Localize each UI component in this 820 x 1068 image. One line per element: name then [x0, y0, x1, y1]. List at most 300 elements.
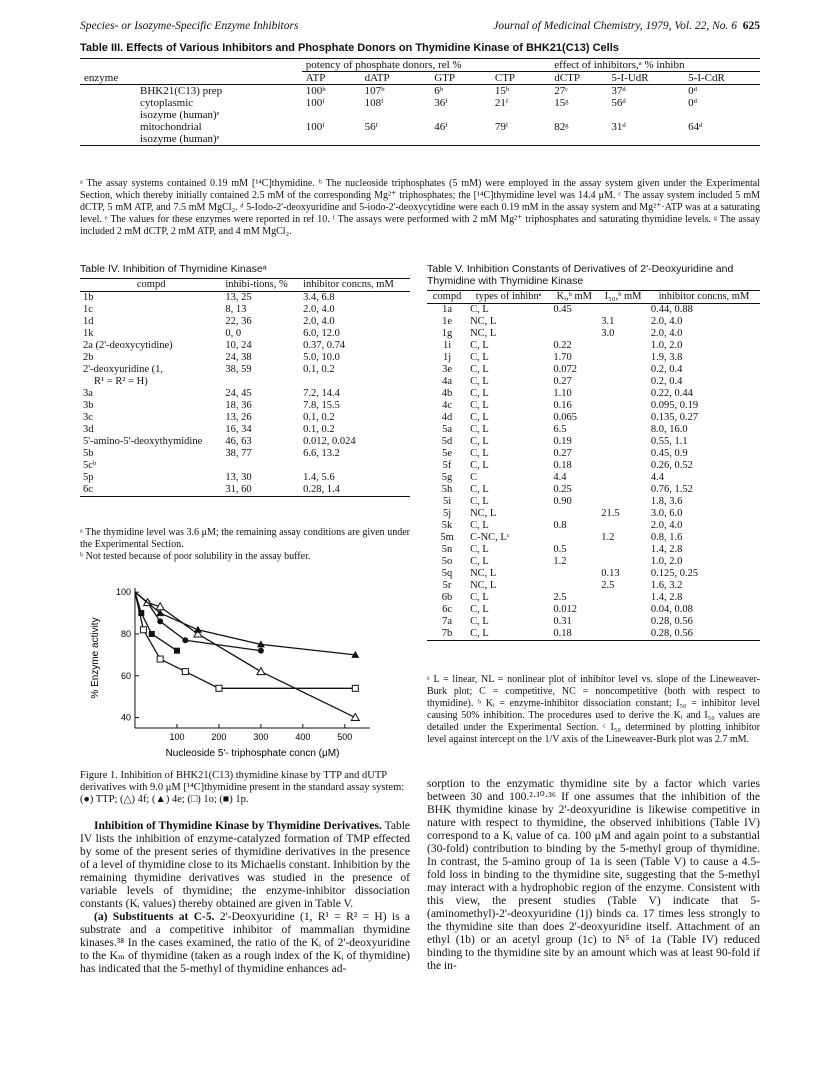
table3-cell: 15ᵇ	[494, 85, 510, 97]
table5-cell: 0.18	[553, 628, 572, 639]
table-row	[427, 448, 760, 460]
table5-cell: 1.8, 3.6	[650, 496, 683, 507]
table5-cell: 5q	[441, 568, 453, 579]
table-row	[80, 376, 410, 388]
table5-cell: 0.04, 0.08	[650, 604, 693, 615]
table5-cell	[598, 340, 648, 352]
table-row	[80, 460, 410, 472]
table5-cell	[598, 520, 648, 532]
table5-cell: 0.072	[553, 364, 577, 375]
table5-cell: 4.4	[650, 472, 665, 483]
table5-col-header: I₅₀,ᵇ mM	[604, 291, 642, 302]
table-row	[80, 484, 410, 497]
table-row	[80, 436, 410, 448]
table5-cell	[550, 508, 598, 520]
table5-cell: 5k	[441, 520, 453, 531]
table-row	[80, 97, 760, 109]
table-row	[427, 400, 760, 412]
table-row	[427, 616, 760, 628]
table4-caption: Table IV. Inhibition of Thymidine Kinaseᵃ	[80, 263, 267, 275]
table5	[427, 290, 760, 641]
paragraph-1: Table IV lists the inhibition of enzyme-catalyzed formation of TMP effected by some of the present series of thymidine derivatives in the presence of a level of thymidine close to its Michaelis constant. Inhibition by the remaining thymidine derivatives was studied in the presence of variable levels of thymidine; the enzyme-inhibitor dissociation constants (Kᵢ values) thereby obtained are given in Table V.	[80, 820, 411, 910]
data-point-4e	[194, 626, 202, 633]
table5-cell: 5r	[442, 580, 452, 591]
table5-col-header: compd	[432, 291, 462, 302]
table5-cell: 0.45, 0.9	[650, 448, 688, 459]
table-row	[427, 304, 760, 317]
table3-cell: 56ᵈ	[611, 97, 626, 109]
table3-cell: 108ᶠ	[364, 97, 384, 109]
left-body-text	[80, 820, 410, 976]
table3-cell: 21ᶠ	[494, 97, 509, 109]
table3-cell: 100ᵇ	[305, 85, 326, 97]
table5-cell	[598, 628, 648, 641]
table-row	[427, 508, 760, 520]
table4-cell: 7.2, 14.4	[303, 388, 340, 399]
table5-cell: 21.5	[601, 508, 620, 519]
table5-cell: C, L	[470, 352, 489, 363]
table5-cell: 0.5	[553, 544, 567, 555]
table3-col-header: ATP	[305, 72, 326, 84]
table4-cell: 24, 38	[225, 352, 252, 363]
table5-cell: 0.8, 1.6	[650, 532, 683, 543]
table3-cell: 100ᶠ	[305, 97, 325, 109]
table-row	[427, 544, 760, 556]
data-point-1o	[157, 656, 163, 662]
data-point-TTP	[157, 618, 163, 624]
table5-cell: 5n	[441, 544, 453, 555]
table5-cell: 5a	[442, 424, 452, 435]
table-row	[80, 292, 410, 305]
table5-cell: NC, L	[470, 328, 497, 339]
table5-cell: C, L	[470, 484, 489, 495]
table-row	[80, 316, 410, 328]
table5-cell: 0.28, 0.56	[650, 628, 693, 639]
table5-cell: C-NC, Lᶜ	[470, 532, 510, 543]
table5-cell: 0.28, 0.56	[650, 616, 693, 627]
table5-cell: 0.065	[553, 412, 577, 423]
table5-cell: 1.6, 3.2	[650, 580, 683, 591]
table5-cell: 5j	[442, 508, 452, 519]
table4-cell: 16, 34	[225, 424, 252, 435]
table-row	[80, 388, 410, 400]
table5-cell	[598, 388, 648, 400]
table5-cell	[598, 424, 648, 436]
table5-cell: C	[470, 472, 478, 483]
table5-cell: 5f	[442, 460, 452, 471]
table4-cell: 2'-deoxyuridine (1,	[83, 364, 164, 375]
table5-cell: 7a	[442, 616, 452, 627]
table-row	[427, 628, 760, 641]
journal-citation: Journal of Medicinal Chemistry, 1979, Vol. 22, No. 6	[493, 20, 737, 32]
table5-cell: 0.22, 0.44	[650, 388, 693, 399]
table4-cell: 18, 36	[225, 400, 252, 411]
table4-cell: 7.8, 15.5	[303, 400, 340, 411]
table5-cell: 1i	[442, 340, 452, 351]
table5-cell: 0.16	[553, 400, 572, 411]
table3-cell: 56ᶠ	[364, 121, 378, 133]
table5-cell: 0.31	[553, 616, 572, 627]
table3-cell: 31ᵈ	[611, 121, 626, 133]
table3-cell: isozyme (human)ᵉ	[140, 133, 220, 145]
table-row	[427, 412, 760, 424]
table5-cell	[550, 568, 598, 580]
table5-cell: NC, L	[470, 568, 497, 579]
table4-cell: 13, 26	[225, 412, 252, 423]
table4-cell: 0.37, 0.74	[303, 340, 346, 351]
table-row	[80, 328, 410, 340]
table5-cell	[550, 316, 598, 328]
data-point-1o	[216, 685, 222, 691]
table4-cell: 5b	[83, 448, 94, 459]
table3-col-header: enzyme	[84, 71, 119, 84]
table3-cell: 79ᶠ	[494, 121, 509, 133]
table4-cell: 6c	[83, 484, 93, 495]
table4-cell: 1.4, 5.6	[303, 472, 335, 483]
table-row	[427, 376, 760, 388]
table5-col-header: inhibitor concns, mM	[658, 291, 750, 302]
table5-cell: 3e	[442, 364, 452, 375]
table4-cell: 6.6, 13.2	[303, 448, 340, 459]
table5-cell: 3.1	[601, 316, 615, 327]
table3-cell: isozyme (human)ᵉ	[140, 109, 220, 121]
table5-cell: 5g	[441, 472, 453, 483]
table5-cell: 5i	[442, 496, 452, 507]
table5-cell: C, L	[470, 628, 489, 639]
table5-cell: 0.125, 0.25	[650, 568, 699, 579]
table3-cell	[302, 109, 361, 121]
table5-cell: 4a	[442, 376, 452, 387]
table5-cell	[598, 484, 648, 496]
table5-caption: Table V. Inhibition Constants of Derivatives of 2'-Deoxyuridine and Thymidine with Thymidine Kinase	[427, 263, 734, 287]
table-row	[80, 85, 760, 98]
table3	[80, 58, 760, 146]
table4-cell	[300, 376, 410, 388]
table5-cell	[598, 472, 648, 484]
table4-cell: 0.1, 0.2	[303, 424, 335, 435]
table-row	[80, 400, 410, 412]
table-row	[80, 304, 410, 316]
table5-col-header: types of inhibnᵃ	[475, 291, 542, 302]
table4-cell: 8, 13	[225, 304, 247, 315]
table5-cell: 5d	[441, 436, 453, 447]
series-line-TTP	[135, 592, 261, 651]
table5-cell: 5m	[440, 532, 454, 543]
table5-cell	[598, 400, 648, 412]
table5-cell: C, L	[470, 412, 489, 423]
table-row	[427, 316, 760, 328]
table5-cell: 4d	[441, 412, 453, 423]
table5-cell: C, L	[470, 340, 489, 351]
y-axis-label: % Enzyme activity	[90, 617, 101, 699]
table3-col-header: 5-I-CdR	[688, 72, 725, 84]
table-row	[427, 532, 760, 544]
table5-cell: 1.70	[553, 352, 572, 363]
table-row	[427, 388, 760, 400]
table-row	[427, 604, 760, 616]
table-row	[427, 424, 760, 436]
table5-cell: 0.44, 0.88	[650, 304, 693, 315]
section-heading: Inhibition of Thymidine Kinase by Thymidine Derivatives.	[94, 820, 382, 832]
table3-cell: 6ᵇ	[434, 85, 444, 97]
table5-cell: 0.25	[553, 484, 572, 495]
table3-cell: 37ᵈ	[611, 85, 626, 97]
subsection-heading: (a) Substituents at C-5.	[94, 911, 215, 923]
table3-col-header: GTP	[434, 72, 455, 84]
table4-cell: 2.0, 4.0	[303, 316, 335, 327]
table5-cell: 5h	[441, 484, 453, 495]
table3-cell	[491, 133, 550, 146]
table-row	[427, 568, 760, 580]
table3-cell: 64ᵈ	[688, 121, 703, 133]
table5-cell	[598, 544, 648, 556]
table-row	[427, 328, 760, 340]
table3-col-header: dATP	[364, 72, 390, 84]
table-row	[80, 340, 410, 352]
table5-cell: 4b	[441, 388, 453, 399]
table4-cell: 13, 25	[225, 292, 252, 303]
table5-cell: 4.4	[553, 472, 567, 483]
table3-cell	[550, 109, 607, 121]
table3-cell: cytoplasmic	[140, 97, 194, 109]
table5-cell: 3.0, 6.0	[650, 508, 683, 519]
table4-cell: 3.4, 6.8	[303, 292, 335, 303]
table4-cell: 24, 45	[225, 388, 252, 399]
data-point-4f	[257, 668, 265, 675]
table-row	[427, 352, 760, 364]
table5-cell: NC, L	[470, 316, 497, 327]
table3-col-header: CTP	[494, 72, 516, 84]
table5-cell: 0.26, 0.52	[650, 460, 693, 471]
table5-footnote: ᵃ L = linear, NL = nonlinear plot of inhibitor level vs. slope of the Lineweaver-Burk plot; C = competitive, NC = noncompetitive (both with respect to thymidine). ᵇ Kᵢ = enzyme-inhibitor dissociation constant; I₅₀ = inhibitor level causing 50% inhibition. The procedures used to derive the Kᵢ and I₅₀ values are detailed under the Experimental Section. ᶜ I₅₀ determined by plotting inhibitor level against intercept on the 1/V axis of the Lineweaver-Burk plot was 2.7 mM.	[427, 674, 760, 745]
table4-cell: 3b	[83, 400, 94, 411]
table4-cell: 3d	[83, 424, 94, 435]
y-tick-label: 80	[120, 628, 131, 639]
table-row	[80, 352, 410, 364]
x-tick-label: 400	[295, 732, 311, 742]
table-row	[427, 340, 760, 352]
table5-cell: 1.10	[553, 388, 572, 399]
table3-cell	[430, 109, 491, 121]
table5-cell: C, L	[470, 604, 489, 615]
table-row	[427, 556, 760, 568]
x-tick-label: 100	[169, 732, 185, 742]
table5-cell: C, L	[470, 424, 489, 435]
data-point-1o	[352, 685, 358, 691]
table3-cell: mitochondrial	[140, 121, 202, 133]
table3-cell	[302, 133, 361, 146]
table5-cell: 2.0, 4.0	[650, 316, 683, 327]
table3-cell	[607, 109, 684, 121]
table5-cell	[598, 616, 648, 628]
table5-cell: C, L	[470, 400, 489, 411]
table-row	[427, 436, 760, 448]
table5-cell: C, L	[470, 364, 489, 375]
data-point-TTP	[182, 637, 188, 643]
table5-cell: C, L	[470, 556, 489, 567]
table5-cell: C, L	[470, 304, 489, 315]
data-point-4f	[351, 714, 359, 721]
data-point-1p	[138, 610, 144, 616]
table5-cell	[598, 496, 648, 508]
table3-cell	[361, 109, 431, 121]
table4-cell: 0, 0	[225, 328, 242, 339]
table5-cell: C, L	[470, 592, 489, 603]
table5-cell: 5o	[441, 556, 453, 567]
table3-cell	[550, 133, 607, 146]
table3-cell: 46ᶠ	[434, 121, 448, 133]
table4-cell: 38, 77	[225, 448, 252, 459]
table5-cell	[598, 604, 648, 616]
table3-cell: 15ᵍ	[554, 97, 569, 109]
table5-cell: NC, L	[470, 508, 497, 519]
table-row	[427, 496, 760, 508]
x-axis-label: Nucleoside 5'- triphosphate concn (μM)	[165, 748, 340, 759]
table-row	[80, 109, 760, 121]
table5-cell: 1g	[441, 328, 453, 339]
table5-cell: 0.22	[553, 340, 572, 351]
running-title: Species- or Isozyme-Specific Enzyme Inhibitors	[80, 20, 299, 32]
table4-cell: 0.012, 0.024	[303, 436, 356, 447]
table5-cell	[550, 580, 598, 592]
table4-cell: 6.0, 12.0	[303, 328, 340, 339]
table4-cell: R¹ = R² = H)	[94, 376, 148, 387]
table5-cell: 0.76, 1.52	[650, 484, 693, 495]
x-tick-label: 500	[337, 732, 353, 742]
table5-cell: 8.0, 16.0	[650, 424, 688, 435]
table5-cell: 0.2, 0.4	[650, 376, 683, 387]
table5-cell: 0.2, 0.4	[650, 364, 683, 375]
table5-cell: 1.2	[553, 556, 567, 567]
table5-cell: 0.8	[553, 520, 567, 531]
table3-cell: 82ᵍ	[554, 121, 569, 133]
table5-cell: 0.135, 0.27	[650, 412, 699, 423]
table3-cell: BHK21(C13) prep	[140, 85, 223, 97]
table-row	[80, 472, 410, 484]
table5-cell: 5e	[442, 448, 452, 459]
table5-cell: 0.90	[553, 496, 572, 507]
data-point-1p	[149, 631, 155, 637]
table3-footnote: ᵃ The assay systems contained 0.19 mM [¹⁴C]thymidine. ᵇ The nucleoside triphosphates (5 mM) were employed in the assay system given under the Experimental Section, which thereby initially contained 2.5 mM of the corresponding Mg²⁺ triphosphates; the [¹⁴C]thymidine level was 14.4 μM. ᶜ The assay system included 5 mM dCTP, 5 mM ATP, and 7.5 mM MgCl₂. ᵈ 5-Iodo-2'-deoxyuridine and 5-iodo-2'-deoxycytidine were each 0.19 mM in the assay system and Mg²⁺·ATP was at a saturating level. ᵉ The values for these enzymes were reported in ref 10. ᶠ The assays were performed with 2 mM Mg²⁺ triphosphates and saturating thymidine levels. ᵍ The assay included 2 mM dCTP, 2 mM ATP, and 4 mM MgCl₂.	[80, 178, 760, 237]
table4-cell	[222, 460, 300, 472]
table5-cell	[598, 412, 648, 424]
table4-col-header: inhibi-tions, %	[225, 279, 288, 290]
table4-cell: 3c	[83, 412, 93, 423]
table-row	[427, 460, 760, 472]
table-row	[80, 121, 760, 133]
table5-col-header: Kᵢ,ᵇ mM	[556, 291, 592, 302]
y-tick-label: 100	[115, 587, 131, 598]
table3-col-header: 5-I-UdR	[611, 72, 649, 84]
table-row	[80, 448, 410, 460]
table5-cell: 4c	[442, 400, 452, 411]
table4-cell	[222, 376, 300, 388]
table4-cell: 0.1, 0.2	[303, 412, 335, 423]
table5-cell: 2.0, 4.0	[650, 328, 683, 339]
x-tick-label: 300	[253, 732, 269, 742]
table-row	[80, 364, 410, 376]
table4-cell: 5.0, 10.0	[303, 352, 340, 363]
table5-cell: 1.0, 2.0	[650, 556, 683, 567]
table5-cell	[598, 436, 648, 448]
table5-cell: 0.18	[553, 460, 572, 471]
table5-cell: NC, L	[470, 580, 497, 591]
table4-cell: 1d	[83, 316, 94, 327]
table-row	[427, 580, 760, 592]
table3-cell	[684, 109, 760, 121]
table5-cell: 0.095, 0.19	[650, 400, 699, 411]
table3-cell	[491, 109, 550, 121]
table4-footnote-a: ᵃ The thymidine level was 3.6 μM; the remaining assay conditions are given under the Experimental Section.	[80, 527, 410, 550]
page-number: 625	[742, 20, 760, 32]
table5-cell: 2.5	[601, 580, 615, 591]
table5-cell	[598, 448, 648, 460]
table-row	[427, 520, 760, 532]
table5-cell: 1.4, 2.8	[650, 544, 683, 555]
table3-cell	[361, 133, 431, 146]
series-line-4f	[135, 592, 355, 717]
table5-cell: C, L	[470, 376, 489, 387]
paragraph-2: 2'-Deoxyuridine (1, R¹ = R² = H) is a substrate and a competitive inhibitor of mammalian thymidine kinases.³⁸ In the cases examined, the ratio of the Kᵢ of 2'-deoxyuridine to the Kₘ of thymidine (taken as a rough index of the Kᵢ of thymidine) has indicated that the 5-methyl of thymidine enhances ad-	[80, 911, 410, 975]
table5-cell: 0.45	[553, 304, 572, 315]
table5-cell: 0.19	[553, 436, 572, 447]
table5-cell	[598, 460, 648, 472]
table4-col-header: inhibitor concns, mM	[303, 279, 394, 290]
table5-cell: 2.0, 4.0	[650, 520, 683, 531]
table-row	[427, 592, 760, 604]
table5-cell: C, L	[470, 448, 489, 459]
table3-cell: 100ᶠ	[305, 121, 325, 133]
table3-cell	[607, 133, 684, 146]
table4-cell: 31, 60	[225, 484, 252, 495]
figure-1	[80, 580, 410, 760]
figure-1-caption: Figure 1. Inhibition of BHK21(C13) thymidine kinase by TTP and dUTP derivatives with 9.0 μM [¹⁴C]thymidine present in the standard assay system: (●) TTP; (△) 4f; (▲) 4e; (□) 1o; (■) 1p.	[80, 770, 405, 805]
data-point-1p	[174, 648, 180, 654]
table4-cell: 1k	[83, 328, 94, 339]
table3-cell	[684, 133, 760, 146]
table4-cell: 5'-amino-5'-deoxythymidine	[83, 436, 203, 447]
table5-cell: 0.27	[553, 376, 572, 387]
table5-cell: 1.0, 2.0	[650, 340, 683, 351]
table5-cell: 0.27	[553, 448, 572, 459]
table5-cell: 1.4, 2.8	[650, 592, 683, 603]
table5-cell: C, L	[470, 616, 489, 627]
table-row	[427, 472, 760, 484]
right-body-text: sorption to the enzymatic thymidine site by a factor which varies between 30 and 100.²·¹⁰·³⁶ If one assumes that the inhibition of the BHK thymidine kinase by 2'-deoxyuridine is likewise competitive in nature with respect to thymidine, the observed inhibitions (Table IV) correspond to a Kᵢ value of ca. 100 μM and again point to a substantial (30-fold) contribution to binding by the 5-methyl group of thymidine. In contrast, the 5-amino group of 1a is seen (Table V) to cause a 4.5-fold loss in binding to the thymidine site, suggesting that the 5-methyl may interact with a hydrophobic region of the enzyme. Consistent with this view, the present studies (Table V) indicate that 5-(aminomethyl)-2'-deoxyuridine (1j) binds ca. 17 times less strongly to the thymidine site than does 2'-deoxyuridine itself. Attachment of an ethyl (1b) or an acetyl group (1c) to N⁵ of 1a (Table IV) reduced binding to the thymidine site by an amount which was at least 90-fold if the in-	[427, 778, 760, 972]
table5-cell	[550, 328, 598, 340]
table4-footnotes	[80, 527, 410, 563]
table5-cell: 1a	[442, 304, 452, 315]
table-row	[80, 133, 760, 146]
table5-cell: 6b	[441, 592, 453, 603]
table4-cell	[300, 460, 410, 472]
table4-cell: 46, 63	[225, 436, 252, 447]
table3-caption: Table III. Effects of Various Inhibitors and Phosphate Donors on Thymidine Kinase of BHK21(C13) Cells	[80, 42, 619, 54]
table4-cell: 0.1, 0.2	[303, 364, 335, 375]
table3-cell: 0ᵈ	[688, 85, 698, 97]
table4-cell: 38, 59	[225, 364, 252, 375]
table5-cell: 0.13	[601, 568, 620, 579]
table4-col-header: compd	[136, 279, 166, 290]
table4-footnote-b: ᵇ Not tested because of poor solubility in the assay buffer.	[80, 551, 311, 562]
table4-cell: 10, 24	[225, 340, 252, 351]
table5-cell: 6c	[442, 604, 452, 615]
table4-cell: 1b	[83, 292, 94, 303]
table3-cell: 27ᶜ	[554, 85, 569, 97]
table4-cell: 22, 36	[225, 316, 252, 327]
table3-cell: 36ᶠ	[434, 97, 448, 109]
table5-cell: 3.0	[601, 328, 615, 339]
